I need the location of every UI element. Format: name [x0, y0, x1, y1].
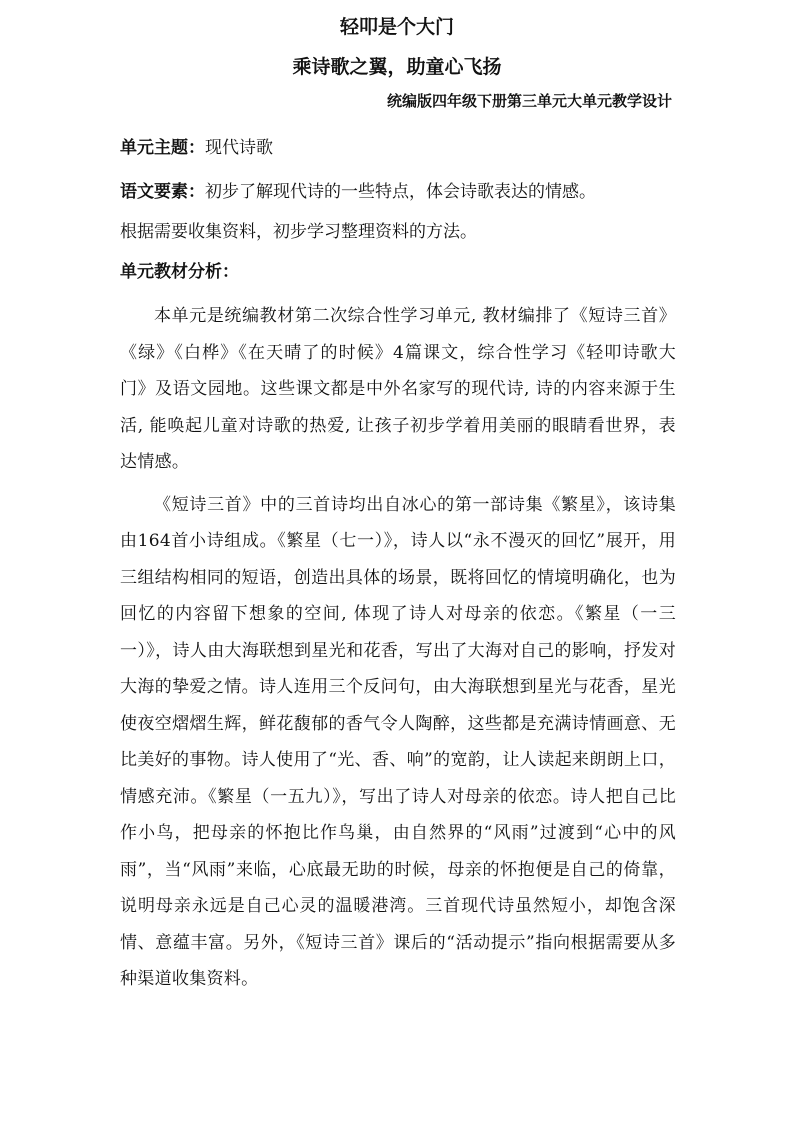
language-elements-value: 初步了解现代诗的一些特点，体会诗歌表达的情感。 [205, 182, 596, 202]
document-body [120, 130, 676, 998]
analysis-paragraph-2: 《短诗三首》中的三首诗均出自冰心的第一部诗集《繁星》，该诗集由164首小诗组成。《繁星（七一）》，诗人以“永不漫灭的回忆”展开，用三组结构相同的短语，创造出具体的场景，既将回忆的情境明确化，也为回忆的内容留下想象的空间, 体现了诗人对母亲的依恋。《繁星（一三一）》，诗人由大海联想到星光和花香，写出了大海对自己的影响，抒发对大海的挚爱之情。诗人连用三个反问句，由大海联想到星光与花香，星光使夜空熠熠生辉，鲜花馥郁的香气令人陶醉，这些都是充满诗情画意、无比美好的事物。诗人使用了“光、香、响”的宽韵，让人读起来朗朗上口，情感充沛。《繁星（一五九）》，写出了诗人对母亲的依恋。诗人把自己比作小鸟，把母亲的怀抱比作鸟巢，由自然界的“风雨”过渡到“心中的风雨”，当“风雨”来临，心底最无助的时候，母亲的怀抱便是自己的倚靠，说明母亲永远是自己心灵的温暖港湾。三首现代诗虽然短小，却饱含深情、意蕴丰富。另外，《短诗三首》课后的“活动提示”指向根据需要从多种渠道收集资料。 [120, 494, 676, 989]
course-heading: 统编版四年级下册第三单元大单元教学设计 [386, 92, 672, 110]
analysis-paragraph-1: 本单元是统编教材第二次综合性学习单元, 教材编排了《短诗三首》《绿》《白桦》《在天晴了的时候》4篇课文，综合性学习《轻叩诗歌大门》及语文园地。这些课文都是中外名家写的现代诗, 诗的内容来源于生活, 能唤起儿童对诗歌的热爱, 让孩子初步学着用美丽的眼睛看世界，表达情感。 [120, 306, 676, 472]
doc-title: 轻叩是个大门 [339, 16, 454, 38]
language-elements-line2: 根据需要收集资料，初步学习整理资料的方法。 [120, 222, 477, 242]
language-elements-line [120, 174, 676, 210]
unit-theme-value: 现代诗歌 [205, 138, 273, 158]
unit-theme-line [120, 130, 676, 166]
language-elements-label: 语文要素： [120, 182, 205, 202]
doc-subtitle: 乘诗歌之翼，助童心飞扬 [292, 56, 502, 78]
unit-theme-label: 单元主题： [120, 138, 205, 158]
analysis-label: 单元教材分析： [120, 262, 239, 282]
